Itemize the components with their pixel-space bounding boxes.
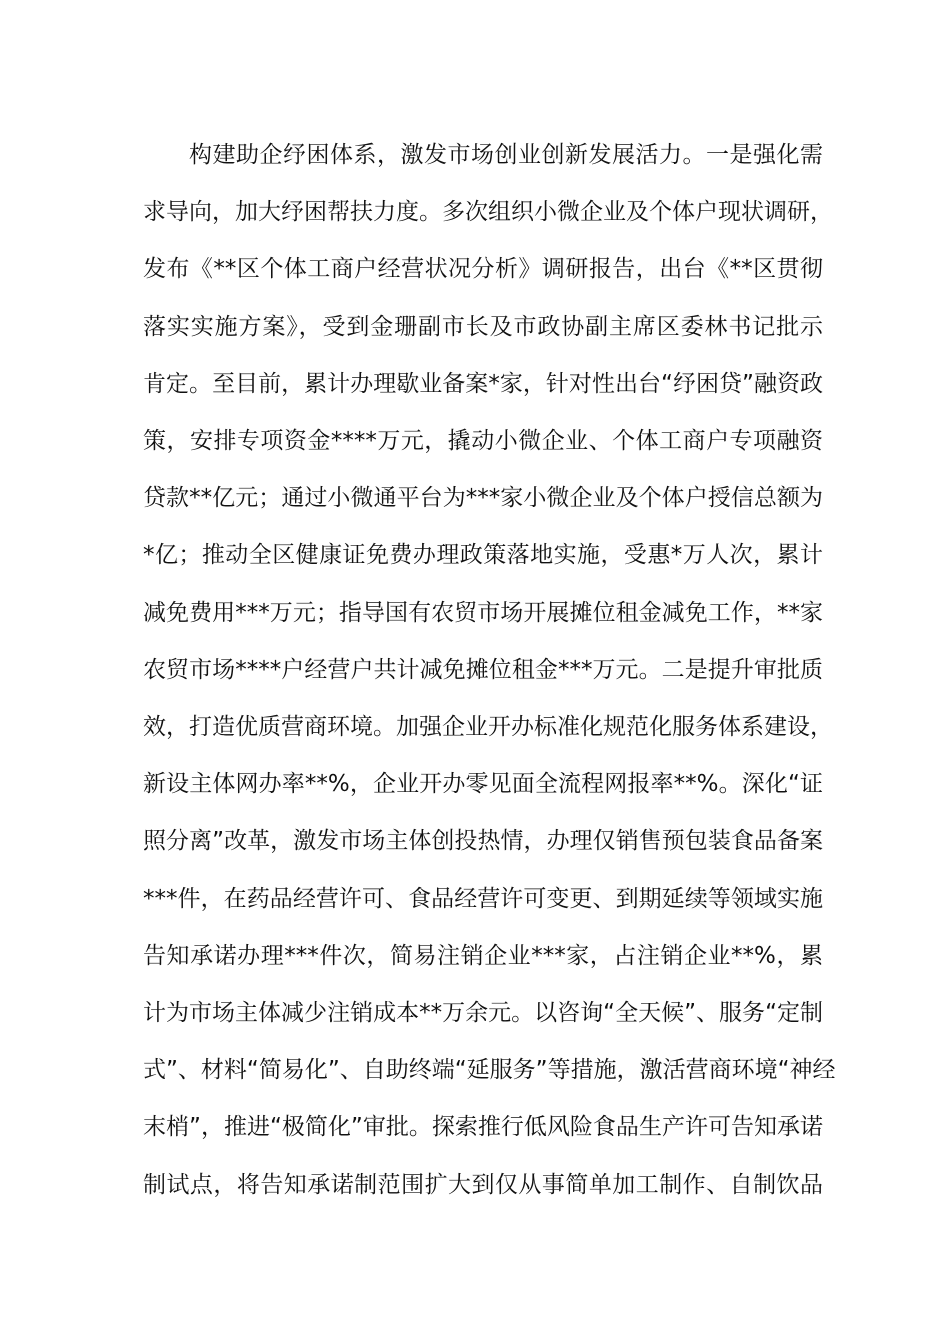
text-line: 计为市场主体减少注销成本**万余元。以咨询“全天候”、服务“定制: [143, 1000, 823, 1027]
text-line: ***件，在药品经营许可、食品经营许可变更、到期延续等领域实施: [143, 885, 823, 912]
text-line: 发布《**区个体工商户经营状况分析》调研报告，出台《**区贯彻: [143, 256, 823, 283]
text-line: 求导向，加大纾困帮扶力度。多次组织小微企业及个体户现状调研，: [143, 199, 833, 226]
text-line: 式”、材料“简易化”、自助终端“延服务”等措施，激活营商环境“神经: [143, 1057, 836, 1084]
text-line: 新设主体网办率**%，企业开办零见面全流程网报率**%。深化“证: [143, 771, 823, 798]
text-line: 照分离”改革，激发市场主体创投热情，办理仅销售预包装食品备案: [143, 828, 823, 855]
body-paragraph: [143, 127, 836, 1214]
text-line: 制试点，将告知承诺制范围扩大到仅从事简单加工制作、自制饮品: [143, 1171, 823, 1198]
text-line: 构建助企纾困体系，激发市场创业创新发展活力。一是强化需: [189, 142, 823, 168]
text-line: 贷款**亿元；通过小微通平台为***家小微企业及个体户授信总额为: [143, 485, 823, 512]
text-line: 告知承诺办理***件次，简易注销企业***家，占注销企业**%，累: [143, 942, 823, 969]
text-line: 农贸市场****户经营户共计减免摊位租金***万元。二是提升审批质: [143, 656, 823, 683]
text-line: 效，打造优质营商环境。加强企业开办标准化规范化服务体系建设，: [143, 714, 833, 741]
text-line: 落实实施方案》，受到金珊副市长及市政协副主席区委林书记批示: [143, 313, 823, 340]
text-line: 策，安排专项资金****万元，撬动小微企业、个体工商户专项融资: [143, 428, 823, 455]
text-line: *亿；推动全区健康证免费办理政策落地实施，受惠*万人次，累计: [143, 542, 823, 569]
text-line: 肯定。至目前，累计办理歇业备案*家，针对性出台“纾困贷”融资政: [143, 370, 823, 397]
text-line: 末梢”，推进“极简化”审批。探索推行低风险食品生产许可告知承诺: [143, 1114, 823, 1141]
text-line: 减免费用***万元；指导国有农贸市场开展摊位租金减免工作，**家: [143, 599, 823, 626]
